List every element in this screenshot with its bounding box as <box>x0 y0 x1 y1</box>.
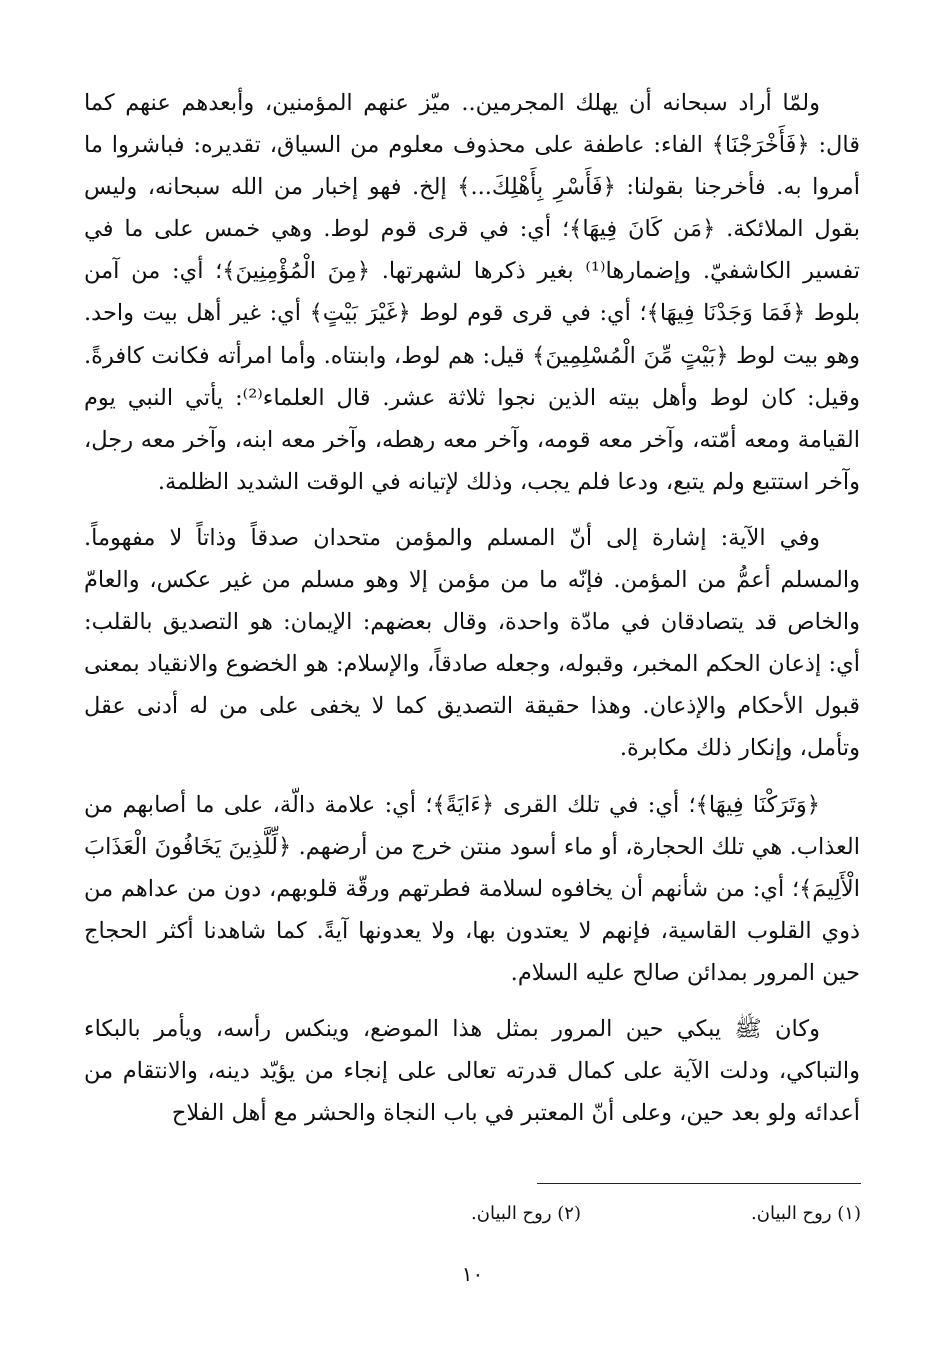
footnote-2: (٢) روح البيان. <box>471 1203 581 1224</box>
footnote-divider <box>537 1183 861 1184</box>
page-number: ١٠ <box>461 1262 484 1286</box>
footnote-1: (١) روح البيان. <box>751 1203 861 1224</box>
body-text <box>84 82 860 1134</box>
paragraph-2: وفي الآية: إشارة إلى أنّ المسلم والمؤمن متحدان صدقاً وذاتاً لا مفهوماً. والمسلم أعمُّ من المؤمن. فإنّه ما من مؤمن إلا وهو مسلم من غير عكس، والعامّ والخاص قد يتصادقان في مادّة واحدة، وقال بعضهم: الإيمان: هو التصديق بالقلب: أي: إذعان الحكم المخبر، وقبوله، وجعله صادقاً، والإسلام: هو الخضوع والانقياد بمعنى قبول الأحكام والإذعان. وهذا حقيقة التصديق كما لا يخفى على من له أدنى عقل وتأمل، وإنكار ذلك مكابرة. <box>84 524 860 762</box>
paragraph-1: ولمّا أراد سبحانه أن يهلك المجرمين.. ميّز عنهم المؤمنين، وأبعدهم عنهم كما قال: ﴿فَأَخْرَجْنَا﴾ الفاء: عاطفة على محذوف معلوم من السياق، تقديره: فباشروا ما أمروا به. فأخرجنا بقولنا: ﴿فَأَسْرِ بِأَهْلِكَ...﴾ إلخ. فهو إخبار من الله سبحانه، وليس بقول الملائكة. ﴿مَن كَانَ فِيهَا﴾؛ أي: في قرى قوم لوط. وهي خمس على ما في تفسير الكاشفيّ. وإضمارها⁽¹⁾ بغير ذكرها لشهرتها. ﴿مِنَ الْمُؤْمِنِينَ﴾؛ أي: من آمن بلوط ﴿فَمَا وَجَدْنَا فِيهَا﴾؛ أي: في قرى قوم لوط ﴿غَيْرَ بَيْتٍ﴾ أي: غير أهل بيت واحد. وهو بيت لوط ﴿بَيْتٍ مِّنَ الْمُسْلِمِينَ﴾ قيل: هم لوط، وابنتاه. وأما امرأته فكانت كافرةً. وقيل: كان لوط وأهل بيته الذين نجوا ثلاثة عشر. قال العلماء⁽²⁾: يأتي النبي يوم القيامة ومعه أمّته، وآخر معه قومه، وآخر معه رهطه، وآخر معه ابنه، وآخر معه رجل، وآخر استتبع ولم يتبع، ودعا فلم يجب، وذلك لإتيانه في الوقت الشديد الظلمة. <box>84 90 860 495</box>
footnotes <box>301 1203 861 1224</box>
paragraph-4: وكان ﷺ يبكي حين المرور بمثل هذا الموضع، وينكس رأسه، ويأمر بالبكاء والتباكي، ودلت الآية على كمال قدرته تعالى على إنجاء من يؤيّد دينه، والانتقام من أعدائه ولو بعد حين، وعلى أنّ المعتبر في باب النجاة والحشر مع أهل الفلاح <box>84 1015 860 1127</box>
paragraph-3: ﴿وَتَرَكْنَا فِيهَا﴾؛ أي: في تلك القرى ﴿ءَايَةً﴾؛ أي: علامة دالّة، على ما أصابهم من العذاب. هي تلك الحجارة، أو ماء أسود منتن خرج من أرضهم. ﴿لِّلَّذِينَ يَخَافُونَ الْعَذَابَ الْأَلِيمَ﴾؛ أي: من شأنهم أن يخافوه لسلامة فطرتهم ورقّة قلوبهم، دون من عداهم من ذوي القلوب القاسية، فإنهم لا يعتدون بها، ولا يعدونها آيةً. كما شاهدنا أكثر الحجاج حين المرور بمدائن صالح عليه السلام. <box>84 791 860 986</box>
